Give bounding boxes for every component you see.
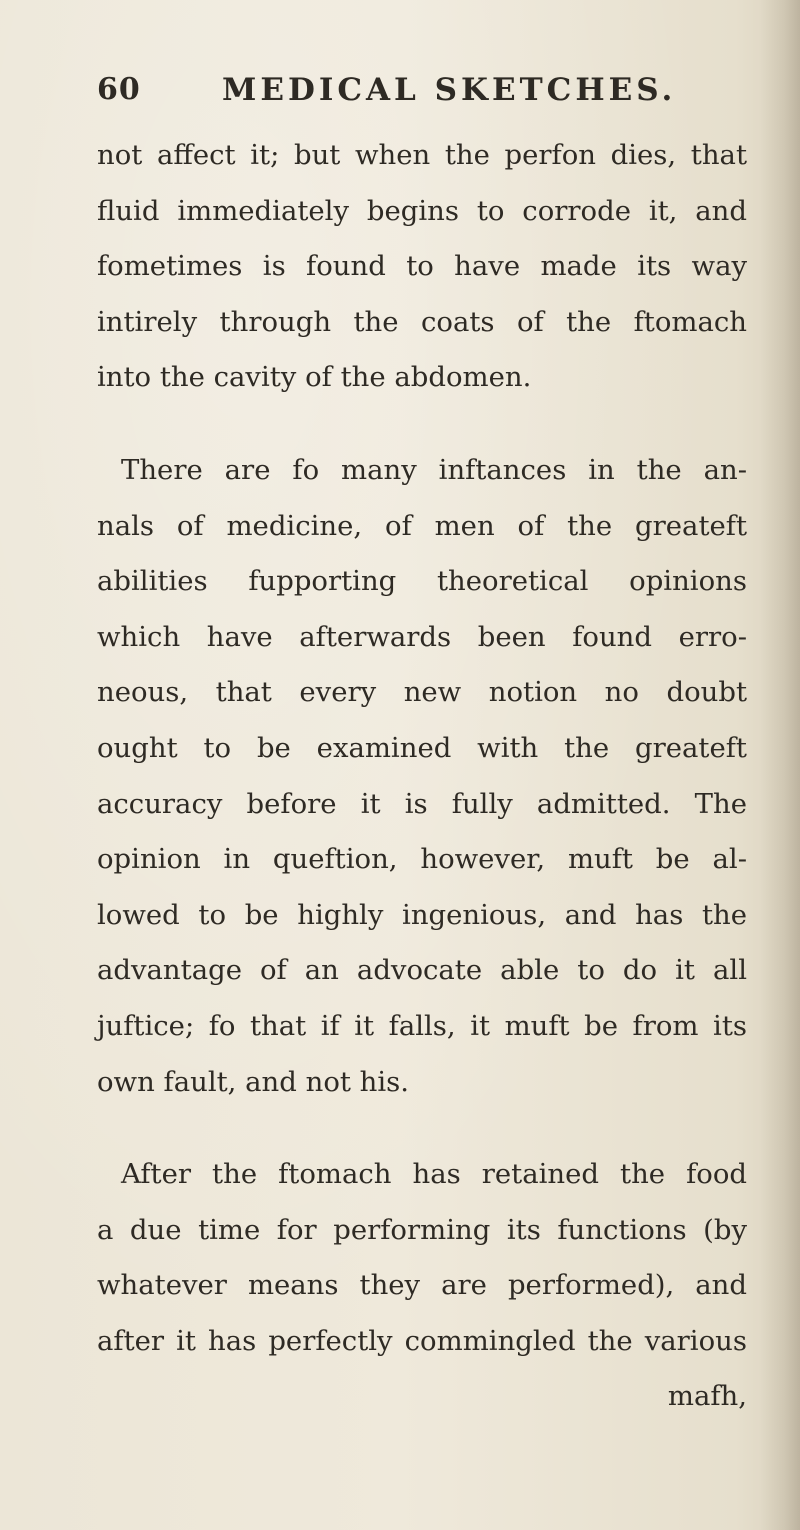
text-line: which have afterwards been found erro- xyxy=(97,620,747,653)
body-text xyxy=(97,128,747,1425)
text-line: intirely through the coats of the ftomach xyxy=(97,305,747,338)
text-line: There are fo many inftances in the an- xyxy=(121,453,747,486)
text-line: fluid immediately begins to corrode it, and xyxy=(97,194,747,227)
text-line: not affect it; but when the perfon dies, that xyxy=(97,139,747,171)
paragraph-gap xyxy=(97,1110,747,1147)
text-line: into the cavity of the abdomen. xyxy=(97,361,532,394)
text-line: juftice; fo that if it falls, it muft be from its xyxy=(97,1009,747,1042)
running-head xyxy=(97,72,717,122)
page-number: 60 xyxy=(97,72,141,107)
text-line: neous, that every new notion no doubt xyxy=(97,676,747,709)
text-line: opinion in queftion, however, muft be al- xyxy=(97,843,747,876)
text-line: after it has perfectly commingled the various xyxy=(97,1324,747,1357)
text-line: advantage of an advocate able to do it all xyxy=(97,954,747,987)
text-line: a due time for performing its functions (by xyxy=(97,1213,747,1246)
page-gutter-shadow xyxy=(760,0,800,1530)
catchword: mafh, xyxy=(667,1380,747,1413)
text-line: accuracy before it is fully admitted. The xyxy=(97,787,747,820)
text-line: nals of medicine, of men of the greateft xyxy=(97,509,747,542)
text-line: fometimes is found to have made its way xyxy=(97,250,747,283)
text-line: whatever means they are performed), and xyxy=(97,1269,747,1302)
text-line: own fault, and not his. xyxy=(97,1065,410,1098)
text-line: After the ftomach has retained the food xyxy=(121,1158,747,1191)
text-line: abilities fupporting theoretical opinions xyxy=(97,565,747,598)
running-title: MEDICAL SKETCHES. xyxy=(222,72,677,108)
text-line: lowed to be highly ingenious, and has the xyxy=(97,898,747,931)
text-line: ought to be examined with the greateft xyxy=(97,731,747,764)
paragraph-gap xyxy=(97,406,747,443)
